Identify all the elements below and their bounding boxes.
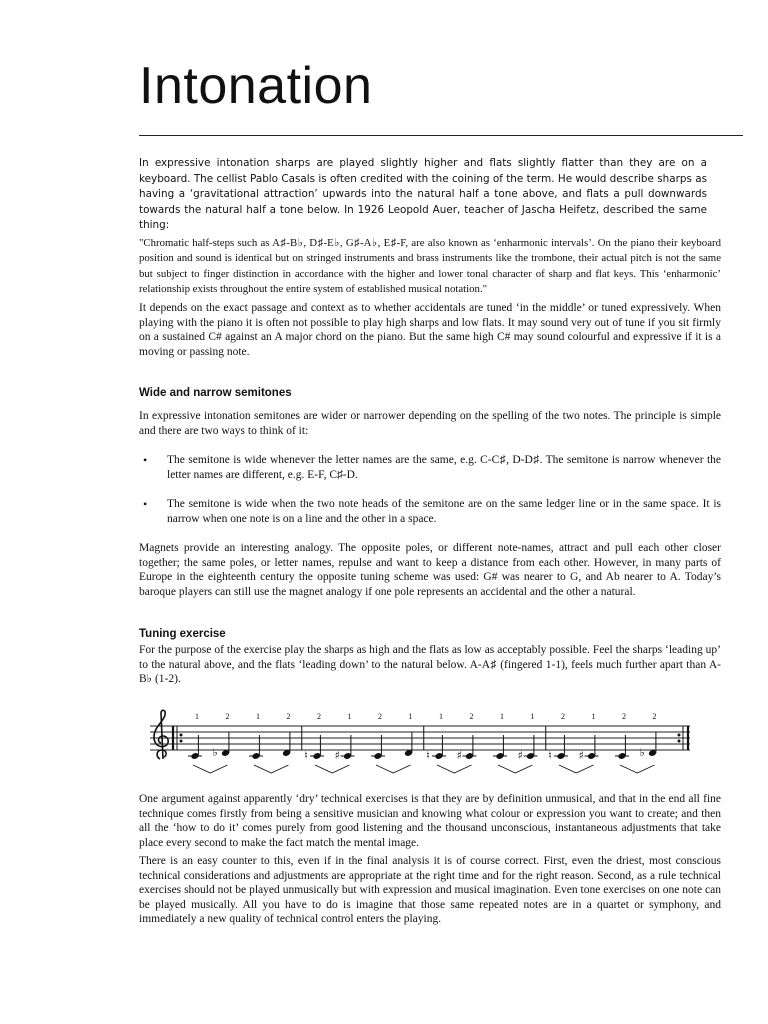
slur-mark xyxy=(315,765,350,773)
paragraph-exercise: For the purpose of the exercise play the sharps as high and the flats as low as acceptably possible. Feel the sharps ‘leading up’ to the natural above, and the flats ‘leading down’ to the natural below. A-A♯ (fingered 1-1), feels much further apart than A-B♭ (1-2). xyxy=(139,644,721,685)
bullet-marker: • xyxy=(143,497,148,511)
bullet-text: The semitone is wide whenever the letter names are the same, e.g. C-C♯, D-D♯. The semitone is narrow whenever the letter names are different, e.g. E-F, C♯-D. xyxy=(167,454,721,481)
accidental: ♭ xyxy=(212,746,218,759)
slur-mark xyxy=(376,765,411,773)
intro-paragraph: In expressive intonation sharps are played slightly higher and flats slightly flatter than they are on a keyboard. The cellist Pablo Casals is often credited with the coining of the term. He would describe sharps as having a ‘gravitational attraction’ upwards into the natural half a tone above, and flats a pull downwards towards the natural half a tone below. In 1926 Leopold Auer, teacher of Jascha Heifetz, described the same thing: xyxy=(139,157,707,231)
fingering-label: 2 xyxy=(317,712,321,721)
fingering-label: 2 xyxy=(378,712,382,721)
paragraph-counter-argument: There is an easy counter to this, even if in the final analysis it is of course correct. First, even the driest, most conscious technical considerations and adjustments are appropriate at the right time and for the right reason. Second, as a rule technical exercises should not be played unmusically but with expression and musical imagination. Even tone exercises on one note can be played musically. All you have to do is imagine that those same repeated notes are in a quartet or symphony, and immediately a new quality of technical control enters the playing. xyxy=(139,855,721,925)
heading-wide-narrow-semitones: Wide and narrow semitones xyxy=(139,387,292,399)
slur-mark xyxy=(620,765,655,773)
fingering-label: 2 xyxy=(225,712,230,721)
accidental: ♯ xyxy=(578,749,584,762)
music-note xyxy=(249,712,263,760)
accidental: ♯ xyxy=(334,749,340,762)
music-note xyxy=(371,712,385,760)
accidental: ♮ xyxy=(304,749,308,762)
heading-tuning-exercise: Tuning exercise xyxy=(139,628,226,640)
accidental: ♭ xyxy=(639,746,645,759)
slur-mark xyxy=(498,765,533,773)
bullet-text: The semitone is wide when the two note heads of the semitone are on the same ledger line or in the same space. It is narrow when one note is on a line and the other in a space. xyxy=(167,498,721,525)
fingering-label: 1 xyxy=(347,712,352,721)
title-divider xyxy=(139,135,743,136)
paragraph-dry-exercises: One argument against apparently ‘dry’ technical exercises is that they are by definition unmusical, and that in the end all fine technique comes firstly from being a sensitive musician and knowing what colour or expression you want to create; and then all the ‘how to do it’ comes purely from good listening and the thousand unconscious, instantaneous adjustments that take place every second to make the fact match the mental image. xyxy=(139,793,721,849)
music-note xyxy=(548,712,568,762)
fingering-label: 2 xyxy=(652,712,657,721)
music-note xyxy=(426,712,446,762)
fingering-label: 1 xyxy=(591,712,596,721)
fingering-label: 2 xyxy=(286,712,291,721)
music-note xyxy=(335,712,355,762)
music-note xyxy=(457,712,477,762)
slur-mark xyxy=(254,765,289,773)
slur-mark xyxy=(437,765,472,773)
fingering-label: 1 xyxy=(256,712,260,721)
paragraph-magnets: Magnets provide an interesting analogy. The opposite poles, or different note-names, attract and pull each other closer together; the same poles, or letter names, repulse and want to keep a distance from each other. However, in many parts of Europe in the eighteenth century the opposite tuning scheme was used: G# was nearer to G, and Ab nearer to A. Today’s baroque players can still use the magnet analogy if one pole represents an accidental and the other a natural. xyxy=(139,542,721,598)
fingering-label: 1 xyxy=(439,712,443,721)
fingering-label: 2 xyxy=(622,712,626,721)
fingering-label: 1 xyxy=(530,712,535,721)
fingering-label: 2 xyxy=(561,712,565,721)
staff-lines xyxy=(150,726,690,750)
fingering-label: 1 xyxy=(408,712,413,721)
music-exercise xyxy=(150,707,695,779)
bullet-item xyxy=(139,453,721,482)
music-note xyxy=(518,712,538,762)
accidental: ♮ xyxy=(548,749,552,762)
music-note xyxy=(493,712,507,760)
slur-mark xyxy=(193,765,228,773)
fingering-label: 1 xyxy=(195,712,199,721)
bullet-marker: • xyxy=(143,453,148,467)
music-note xyxy=(304,712,324,762)
slur-mark xyxy=(559,765,594,773)
paragraph-semitones-intro: In expressive intonation semitones are wider or narrower depending on the spelling of the two notes. The principle is simple and there are two ways to think of it: xyxy=(139,410,721,437)
treble-clef-icon xyxy=(154,710,168,759)
music-note xyxy=(579,712,599,762)
bullet-item xyxy=(139,497,721,526)
accidental: ♯ xyxy=(456,749,462,762)
fingering-label: 1 xyxy=(500,712,504,721)
accidental: ♯ xyxy=(517,749,523,762)
paragraph-context: It depends on the exact passage and context as to whether accidentals are tuned ‘in the middle’ or tuned expressively. When playing with the piano it is often not possible to play high sharps and low flats. It may sound very out of tune if you sit firmly on a sustained C# against an A major chord on the piano. But the same high C# may sound colourful and expressive if it is a moving or passing note. xyxy=(139,302,721,358)
music-note xyxy=(188,712,202,760)
auer-quote: "Chromatic half-steps such as A♯-B♭, D♯-E♭, G♯-A♭, E♯-F, are also known as ‘enharmonic intervals’. On the piano their keyboard position and sound is identical but on stringed instruments and brass instruments like the trombone, their actual pitch is not the same but subject to finger distinction in accordance with the higher and lower tonal character of sharp and flat keys. This ‘enharmonic’ relationship exists throughout the entire system of established musical notation." xyxy=(139,237,721,295)
music-note xyxy=(213,712,231,759)
music-note xyxy=(615,712,629,760)
accidental: ♮ xyxy=(426,749,430,762)
page-title: Intonation xyxy=(139,57,373,115)
fingering-label: 2 xyxy=(469,712,474,721)
music-note xyxy=(640,712,658,759)
music-staff xyxy=(150,707,695,779)
